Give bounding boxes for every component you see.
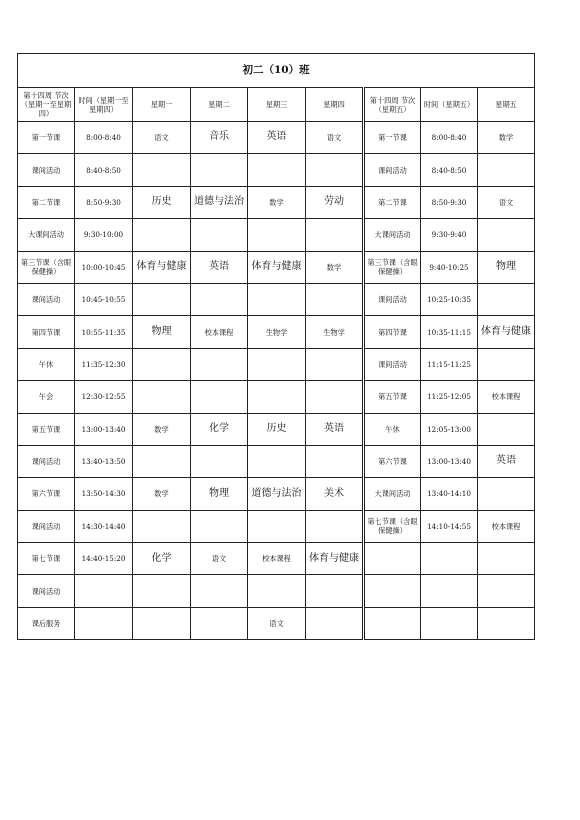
cell-thu	[306, 510, 364, 542]
cell-tue	[191, 607, 248, 639]
cell-thu	[306, 607, 364, 639]
cell-mon	[133, 445, 191, 477]
cell-fri	[478, 575, 535, 607]
cell-tue: 校本课程	[191, 316, 248, 348]
cell-time: 13:00-13:40	[75, 413, 133, 445]
cell-thu	[306, 283, 364, 315]
cell-mon: 体育与健康	[133, 251, 191, 283]
cell-thu: 劳动	[306, 186, 364, 218]
cell-mon	[133, 154, 191, 186]
cell-mon	[133, 510, 191, 542]
cell-mon	[133, 348, 191, 380]
cell-tue	[191, 445, 248, 477]
cell-wed: 数学	[248, 186, 306, 218]
cell-time: 8:00-8:40	[75, 122, 133, 154]
header-thu: 星期四	[306, 88, 364, 122]
cell-fri-period: 第七节课（含眼保健操）	[364, 510, 421, 542]
cell-thu	[306, 575, 364, 607]
cell-time: 10:55-11:35	[75, 316, 133, 348]
cell-fri-period: 课间活动	[364, 154, 421, 186]
cell-tue	[191, 283, 248, 315]
cell-thu: 体育与健康	[306, 543, 364, 575]
cell-period: 课间活动	[18, 445, 75, 477]
cell-wed	[248, 510, 306, 542]
table-row	[18, 316, 535, 348]
cell-period: 课间活动	[18, 575, 75, 607]
cell-time: 10:45-10:55	[75, 283, 133, 315]
cell-thu	[306, 154, 364, 186]
cell-wed: 历史	[248, 413, 306, 445]
table-row	[18, 186, 535, 218]
header-tue: 星期二	[191, 88, 248, 122]
cell-time	[75, 607, 133, 639]
cell-fri-period	[364, 607, 421, 639]
cell-wed: 体育与健康	[248, 251, 306, 283]
header-period: 第十四周 节次（星期一至星期四）	[18, 88, 75, 122]
cell-period: 第一节课	[18, 122, 75, 154]
cell-fri-time: 9:30-9:40	[421, 219, 478, 251]
cell-fri: 校本课程	[478, 510, 535, 542]
cell-fri: 校本课程	[478, 381, 535, 413]
cell-fri-period: 大课间活动	[364, 219, 421, 251]
cell-tue	[191, 575, 248, 607]
cell-fri	[478, 154, 535, 186]
table-row	[18, 445, 535, 477]
cell-fri: 数学	[478, 122, 535, 154]
cell-time: 8:40-8:50	[75, 154, 133, 186]
cell-fri: 物理	[478, 251, 535, 283]
cell-tue	[191, 510, 248, 542]
cell-tue: 物理	[191, 478, 248, 510]
cell-fri-time: 13:40-14:10	[421, 478, 478, 510]
cell-fri-time: 10:25-10:35	[421, 283, 478, 315]
cell-wed: 语文	[248, 607, 306, 639]
table-row	[18, 575, 535, 607]
cell-fri	[478, 219, 535, 251]
cell-thu	[306, 381, 364, 413]
cell-period: 第四节课	[18, 316, 75, 348]
cell-fri-period: 大课间活动	[364, 478, 421, 510]
cell-tue: 化学	[191, 413, 248, 445]
cell-thu	[306, 445, 364, 477]
cell-tue: 语文	[191, 543, 248, 575]
cell-tue	[191, 348, 248, 380]
cell-period: 大课间活动	[18, 219, 75, 251]
table-row	[18, 478, 535, 510]
cell-thu: 英语	[306, 413, 364, 445]
header-mon: 星期一	[133, 88, 191, 122]
cell-fri-time: 13:00-13:40	[421, 445, 478, 477]
cell-time: 9:30-10:00	[75, 219, 133, 251]
cell-fri-time: 11:15-11:25	[421, 348, 478, 380]
cell-period: 第三节课（含眼保健操）	[18, 251, 75, 283]
cell-fri	[478, 348, 535, 380]
timetable-title: 初二（10）班	[18, 54, 535, 88]
cell-thu: 语文	[306, 122, 364, 154]
cell-period: 课后服务	[18, 607, 75, 639]
cell-time: 10:00-10:45	[75, 251, 133, 283]
cell-fri-time: 8:50-9:30	[421, 186, 478, 218]
cell-fri-time: 9:40-10:25	[421, 251, 478, 283]
cell-mon: 数学	[133, 413, 191, 445]
table-row	[18, 510, 535, 542]
header-fri-period: 第十四周 节次（星期五）	[364, 88, 421, 122]
cell-wed: 英语	[248, 122, 306, 154]
cell-fri-time	[421, 575, 478, 607]
cell-mon	[133, 607, 191, 639]
cell-tue: 音乐	[191, 122, 248, 154]
timetable	[17, 53, 535, 640]
cell-thu	[306, 348, 364, 380]
table-row	[18, 122, 535, 154]
cell-fri-period: 课间活动	[364, 348, 421, 380]
cell-fri-period: 第二节课	[364, 186, 421, 218]
cell-fri-period: 第一节课	[364, 122, 421, 154]
cell-fri	[478, 607, 535, 639]
cell-fri: 体育与健康	[478, 316, 535, 348]
table-row	[18, 381, 535, 413]
cell-time	[75, 575, 133, 607]
cell-wed: 道德与法治	[248, 478, 306, 510]
header-fri-time: 时间（星期五）	[421, 88, 478, 122]
cell-time: 8:50-9:30	[75, 186, 133, 218]
cell-fri-period: 第三节课（含眼保健操）	[364, 251, 421, 283]
header-time: 时间（星期一至星期四）	[75, 88, 133, 122]
cell-tue	[191, 381, 248, 413]
cell-fri-time: 14:10-14:55	[421, 510, 478, 542]
header-row	[18, 88, 535, 122]
cell-time: 12:30-12:55	[75, 381, 133, 413]
cell-period: 第五节课	[18, 413, 75, 445]
cell-mon: 化学	[133, 543, 191, 575]
cell-mon: 历史	[133, 186, 191, 218]
cell-period: 第二节课	[18, 186, 75, 218]
cell-fri-time: 8:00-8:40	[421, 122, 478, 154]
cell-wed	[248, 445, 306, 477]
cell-tue	[191, 154, 248, 186]
cell-fri-period: 第四节课	[364, 316, 421, 348]
cell-fri	[478, 543, 535, 575]
cell-fri-time: 11:25-12:05	[421, 381, 478, 413]
table-row	[18, 607, 535, 639]
cell-period: 午休	[18, 348, 75, 380]
cell-fri: 语文	[478, 186, 535, 218]
cell-mon: 语文	[133, 122, 191, 154]
cell-fri	[478, 283, 535, 315]
cell-wed	[248, 348, 306, 380]
cell-period: 课间活动	[18, 283, 75, 315]
cell-fri-period: 午休	[364, 413, 421, 445]
cell-fri-time: 12:05-13:00	[421, 413, 478, 445]
cell-fri: 英语	[478, 445, 535, 477]
cell-period: 课间活动	[18, 154, 75, 186]
cell-fri-time	[421, 607, 478, 639]
cell-mon	[133, 219, 191, 251]
cell-time: 11:35-12:30	[75, 348, 133, 380]
table-row	[18, 219, 535, 251]
cell-time: 13:40-13:50	[75, 445, 133, 477]
table-row	[18, 348, 535, 380]
cell-fri-period	[364, 575, 421, 607]
cell-fri	[478, 478, 535, 510]
cell-mon	[133, 381, 191, 413]
cell-tue: 道德与法治	[191, 186, 248, 218]
cell-thu: 美术	[306, 478, 364, 510]
table-row	[18, 251, 535, 283]
cell-mon	[133, 575, 191, 607]
header-wed: 星期三	[248, 88, 306, 122]
cell-tue: 英语	[191, 251, 248, 283]
cell-fri-period: 课间活动	[364, 283, 421, 315]
cell-fri-period: 第六节课	[364, 445, 421, 477]
header-fri: 星期五	[478, 88, 535, 122]
cell-wed	[248, 381, 306, 413]
cell-wed	[248, 283, 306, 315]
cell-fri-period: 第五节课	[364, 381, 421, 413]
cell-thu: 数学	[306, 251, 364, 283]
cell-fri-period	[364, 543, 421, 575]
cell-fri-time	[421, 543, 478, 575]
cell-mon: 数学	[133, 478, 191, 510]
cell-wed: 生物学	[248, 316, 306, 348]
cell-fri-time: 8:40-8:50	[421, 154, 478, 186]
cell-period: 午会	[18, 381, 75, 413]
cell-wed: 校本课程	[248, 543, 306, 575]
cell-wed	[248, 575, 306, 607]
cell-mon	[133, 283, 191, 315]
cell-fri-time: 10:35-11:15	[421, 316, 478, 348]
table-row	[18, 154, 535, 186]
table-row	[18, 283, 535, 315]
table-row	[18, 413, 535, 445]
cell-wed	[248, 154, 306, 186]
cell-time: 13:50-14:30	[75, 478, 133, 510]
cell-tue	[191, 219, 248, 251]
cell-mon: 物理	[133, 316, 191, 348]
cell-period: 第六节课	[18, 478, 75, 510]
cell-wed	[248, 219, 306, 251]
cell-time: 14:30-14:40	[75, 510, 133, 542]
cell-time: 14:40-15:20	[75, 543, 133, 575]
cell-period: 第七节课	[18, 543, 75, 575]
cell-thu	[306, 219, 364, 251]
cell-fri	[478, 413, 535, 445]
cell-period: 课间活动	[18, 510, 75, 542]
cell-thu: 生物学	[306, 316, 364, 348]
table-row	[18, 543, 535, 575]
